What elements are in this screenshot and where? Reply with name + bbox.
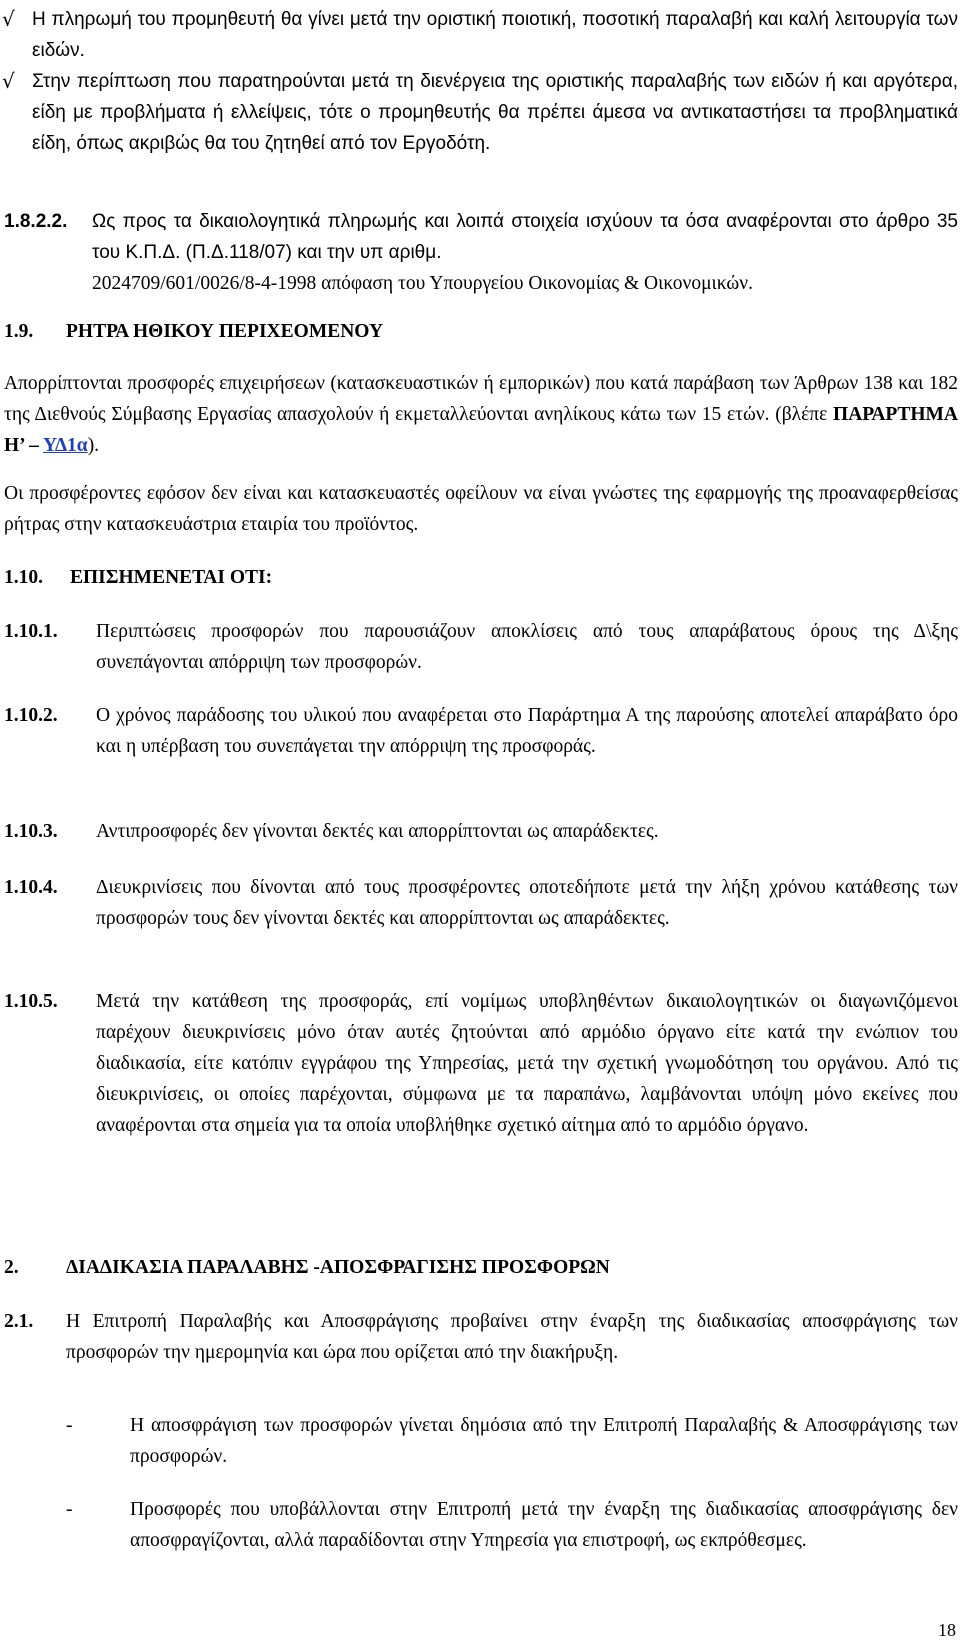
item-text-continued: 2024709/601/0026/8-4-1998 απόφαση του Υπουργείου Οικονομίας & Οικονομικών.: [92, 273, 753, 294]
item-number: 1.10.3.: [4, 821, 58, 842]
item-1-10-5: [0, 986, 958, 1141]
annex-link[interactable]: ΥΔ1α: [43, 435, 88, 456]
check-mark-icon: √: [2, 69, 15, 93]
item-text: Ο χρόνος παράδοσης του υλικού που αναφέρεται στο Παράρτημα Α της παρούσης αποτελεί απαράβατο όρο και η υπέρβαση του συνεπάγεται την απόρριψη της προσφοράς.: [96, 705, 958, 757]
item-number: 1.10.4.: [4, 877, 58, 898]
item-text: Η Επιτροπή Παραλαβής και Αποσφράγισης προβαίνει στην έναρξη της διαδικασίας αποσφράγισης των προσφορών την ημερομηνία και ώρα που ορίζεται από την διακήρυξη.: [66, 1311, 958, 1363]
bullet-text: Στην περίπτωση που παρατηρούνται μετά τη διενέργεια της οριστικής παραλαβής των ειδών ή και αργότερα, είδη με προβλήματα ή ελλείψεις, τότε ο προμηθευτής θα πρέπει άμεσα να αντικαταστήσει τα προβληματικά είδη, όπως ακριβώς θα του ζητηθεί από τον Εργοδότη.: [32, 71, 958, 154]
dash-item-late-offers: [66, 1494, 958, 1556]
bullet-replacement: [0, 66, 958, 159]
dash-item-text: Η αποσφράγιση των προσφορών γίνεται δημόσια από την Επιτροπή Παραλαβής & Αποσφράγισης των προσφορών.: [130, 1415, 958, 1467]
item-1-10-1: [0, 616, 958, 678]
annex-reference: ΠΑΡΑΡΤΗΜΑ Η’ –: [4, 404, 958, 456]
item-number: 1.10.1.: [4, 621, 58, 642]
item-text: Ως προς τα δικαιολογητικά πληρωμής και λοιπά στοιχεία ισχύουν τα όσα αναφέρονται στο άρθρο 35 του Κ.Π.Δ. (Π.Δ.118/07) και την υπ αριθμ.: [92, 211, 958, 263]
item-1-10-2: [0, 700, 958, 762]
section-1-9-title: ΡΗΤΡΑ ΗΘΙΚΟΥ ΠΕΡΙΧΕΟΜΕΝΟΥ: [66, 321, 384, 342]
bullet-payment: [0, 4, 958, 66]
item-text: Μετά την κατάθεση της προσφοράς, επί νομίμως υποβληθέντων δικαιολογητικών οι διαγωνιζόμενοι παρέχουν διευκρινίσεις μόνο όταν αυτές ζητούνται από αρμόδιο όργανο είτε κατά την ενώπιον του διαδικασία, είτε κατόπιν εγγράφου της Υπηρεσίας, μετά την σχετική γνωμοδότηση του οργάνου. Από τις διευκρινίσεις, οι οποίες παρέχονται, σύμφωνα με τα παραπάνω, λαμβάνονται υπόψη μόνο εκείνες που αναφέρονται στα σημεία για τα οποία υποβλήθηκε σχετικό αίτημα από το αρμόδιο όργανο.: [96, 991, 958, 1136]
item-number: 1.8.2.2.: [4, 211, 68, 232]
item-text: Αντιπροσφορές δεν γίνονται δεκτές και απορρίπτονται ως απαράδεκτες.: [96, 821, 659, 842]
item-number: 1.10.5.: [4, 991, 58, 1012]
paragraph-end: ).: [87, 435, 100, 456]
section-1-10-number: 1.10.: [4, 567, 43, 588]
item-2-1: [0, 1306, 958, 1368]
item-1-10-3: [0, 816, 958, 847]
section-2-title: ΔΙΑΔΙΚΑΣΙΑ ΠΑΡΑΛΑΒΗΣ -ΑΠΟΣΦΡΑΓΙΣΗΣ ΠΡΟΣΦΟΡΩΝ: [66, 1257, 610, 1278]
section-1-10-title: ΕΠΙΣΗΜΕΝΕΤΑΙ ΟΤΙ:: [70, 567, 273, 588]
item-number: 2.1.: [4, 1311, 34, 1332]
item-number: 1.10.2.: [4, 705, 58, 726]
check-mark-icon: √: [2, 7, 15, 31]
bullet-text: Η πληρωμή του προμηθευτή θα γίνει μετά την οριστική ποιοτική, ποσοτική παραλαβή και καλή λειτουργία των ειδών.: [32, 9, 958, 61]
item-text: Διευκρινίσεις που δίνονται από τους προσφέροντες οποτεδήποτε μετά την λήξη χρόνου κατάθεσης των προσφορών τους δεν γίνονται δεκτές και απορρίπτονται ως απαράδεκτες.: [96, 877, 958, 929]
page-number: 18: [938, 1620, 956, 1640]
section-1-9-paragraph: [4, 368, 958, 461]
section-1-9-paragraph-2: Οι προσφέροντες εφόσον δεν είναι και κατασκευαστές οφείλουν να είναι γνώστες της εφαρμογής της προαναφερθείσας ρήτρας στην κατασκευάστρια εταιρία του προϊόντος.: [4, 483, 958, 535]
item-1-8-2-2: [0, 206, 958, 299]
paragraph-text: Απορρίπτονται προσφορές επιχειρήσεων (κατασκευαστικών ή εμπορικών) που κατά παράβαση των Άρθρων 138 και 182 της Διεθνούς Σύμβασης Εργασίας απασχολούν ή εκμεταλλεύονται ανηλίκους κάτω των 15 ετών. (βλέπε: [4, 373, 958, 425]
section-1-9-number: 1.9.: [4, 321, 34, 342]
dash-item-text: Προσφορές που υποβάλλονται στην Επιτροπή μετά την έναρξη της διαδικασίας αποσφράγισης δεν αποσφραγίζονται, αλλά παραδίδονται στην Υπηρεσία για επιστροφή, ως εκπρόθεσμες.: [130, 1499, 958, 1551]
dash-marker: -: [66, 1499, 73, 1520]
item-text: Περιπτώσεις προσφορών που παρουσιάζουν αποκλίσεις από τους απαράβατους όρους της Δ\ξης συνεπάγονται απόρριψη των προσφορών.: [96, 621, 958, 673]
section-2-number: 2.: [4, 1257, 19, 1278]
dash-item-opening: [66, 1410, 958, 1472]
item-1-10-4: [0, 872, 958, 934]
dash-marker: -: [66, 1415, 73, 1436]
